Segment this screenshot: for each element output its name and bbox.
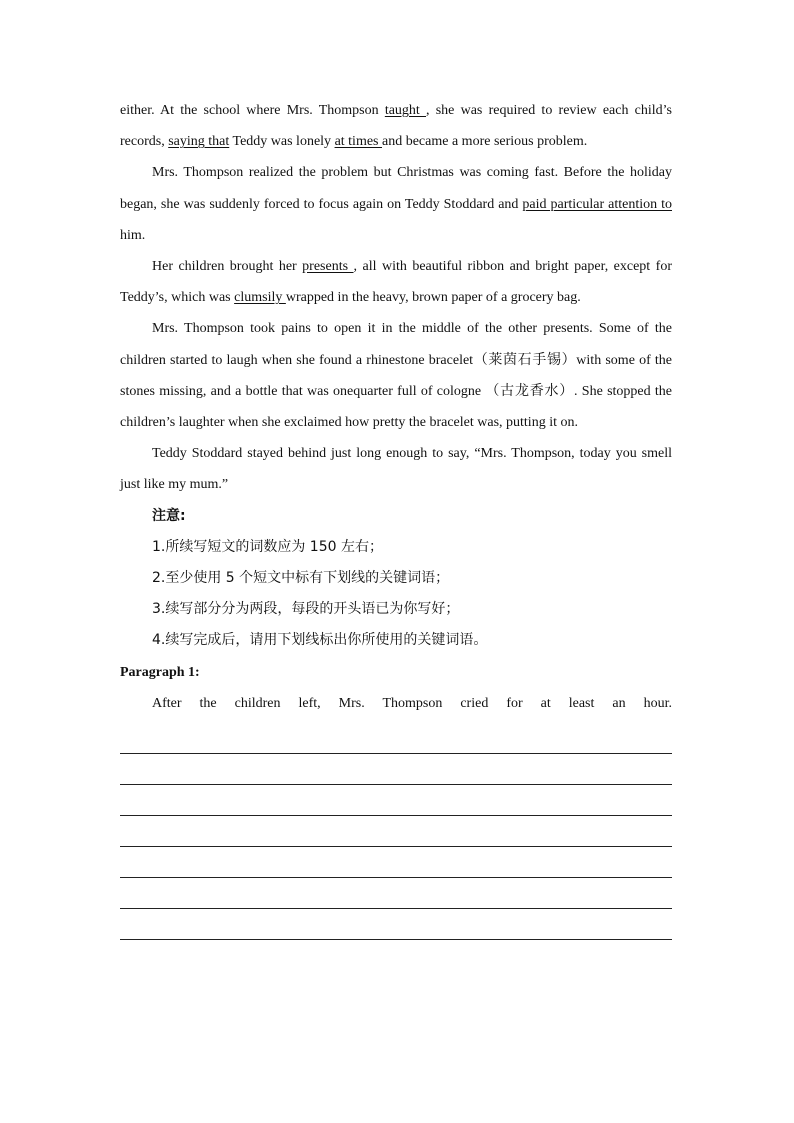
note-item-3: 3.续写部分分为两段，每段的开头语已为你写好；: [152, 601, 460, 618]
keyword-taught: taught: [384, 103, 427, 118]
keyword-presents: presents: [302, 259, 354, 275]
keyword-paid-attention: paid particular attention to: [522, 196, 672, 212]
story-paragraph-2: Mrs. Thompson realized the problem but Christmas was coming fast. Before the holiday began, she was suddenly forced to focus again on Teddy Stoddard and paid particular attention to him.: [120, 165, 672, 243]
paragraph-1-heading: Paragraph 1:: [120, 664, 200, 680]
notes-heading: 注意:: [152, 507, 186, 524]
writing-line-6[interactable]: [120, 878, 672, 909]
writing-line-5[interactable]: [120, 847, 672, 878]
note-item-1: 1.所续写短文的词数应为 150 左右；: [152, 538, 383, 555]
writing-line-7[interactable]: [120, 909, 672, 940]
writing-line-2[interactable]: [120, 754, 672, 785]
story-paragraph-1: either. At the school where Mrs. Thompson taught , she was required to review each child’s records, saying that Teddy was lonely at times and became a more serious problem.: [120, 103, 673, 150]
note-item-2: 2.至少使用 5 个短文中标有下划线的关键词语；: [152, 570, 450, 587]
story-paragraph-5: Teddy Stoddard stayed behind just long enough to say, “Mrs. Thompson, today you smell just like my mum.”: [120, 446, 672, 493]
paragraph-1-starter: After the children left, Mrs. Thompson cried for at least an hour.: [152, 695, 672, 711]
keyword-at-times: at times: [334, 134, 382, 150]
keyword-saying-that: saying that: [168, 134, 230, 150]
writing-line-4[interactable]: [120, 816, 672, 847]
story-paragraph-4: Mrs. Thompson took pains to open it in the middle of the other presents. Some of the children started to laugh when she found a rhinestone bracelet（莱茵石手锡）with some of the stones missing, and a bottle that was onequarter full of cologne （古龙香水）. She stopped the children’s laughter when she exclaimed how pretty the bracelet was, putting it on.: [120, 321, 672, 431]
writing-lines: [120, 723, 672, 940]
writing-line-1[interactable]: [120, 723, 672, 754]
story-paragraph-3: Her children brought her presents , all with beautiful ribbon and bright paper, except for Teddy’s, which was clumsily wrapped in the heavy, brown paper of a grocery bag.: [120, 259, 672, 306]
notes-section: [120, 501, 672, 657]
note-item-4: 4.续写完成后，请用下划线标出你所使用的关键词语。: [152, 632, 488, 649]
writing-line-3[interactable]: [120, 785, 672, 816]
keyword-clumsily: clumsily: [234, 290, 286, 306]
